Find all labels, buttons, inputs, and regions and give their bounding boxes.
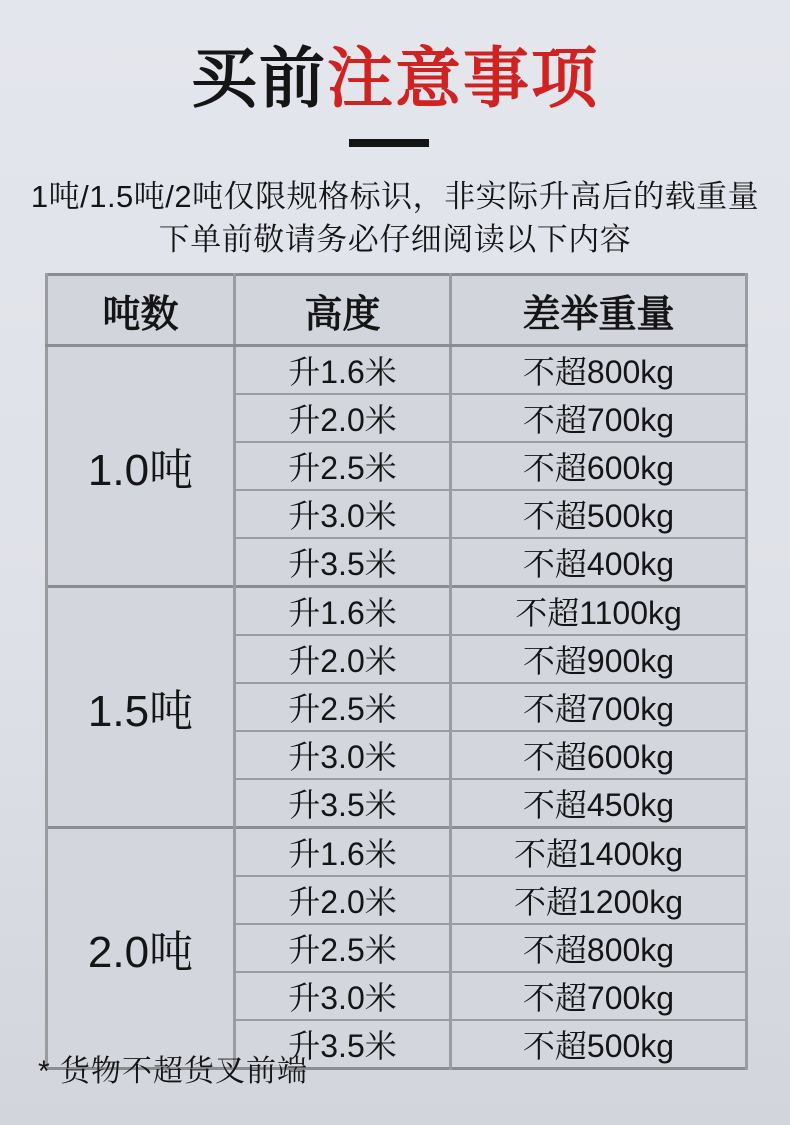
table-row [47,346,747,395]
height-cell: 升3.0米 [235,972,451,1020]
capacity-cell: 不超450kg [451,779,747,828]
capacity-cell: 不超400kg [451,538,747,587]
table-header-row [47,275,747,346]
title-prefix: 买前 [191,41,327,115]
title-underline [349,139,429,147]
capacity-cell: 不超900kg [451,635,747,683]
capacity-cell: 不超700kg [451,683,747,731]
height-cell: 升2.5米 [235,924,451,972]
capacity-cell: 不超600kg [451,731,747,779]
capacity-cell: 不超500kg [451,490,747,538]
capacity-cell: 不超700kg [451,972,747,1020]
title-highlight: 注意事项 [327,41,599,115]
tonnage-cell: 1.0吨 [47,346,235,587]
capacity-cell: 不超700kg [451,394,747,442]
height-cell: 升2.5米 [235,683,451,731]
height-cell: 升2.0米 [235,635,451,683]
height-cell: 升3.5米 [235,1020,451,1069]
height-cell: 升2.5米 [235,442,451,490]
height-cell: 升1.6米 [235,828,451,877]
capacity-cell: 不超500kg [451,1020,747,1069]
subtitle-line-2: 下单前敬请务必仔细阅读以下内容 [158,222,632,257]
subtitle-line-1: 1吨/1.5吨/2吨仅限规格标识，非实际升高后的载重量 [30,179,760,214]
height-cell: 升3.5米 [235,779,451,828]
table-row [47,828,747,877]
capacity-cell: 不超1400kg [451,828,747,877]
tonnage-cell: 2.0吨 [47,828,235,1069]
table-row [47,587,747,636]
height-cell: 升3.5米 [235,538,451,587]
height-cell: 升1.6米 [235,346,451,395]
height-cell: 升2.0米 [235,876,451,924]
page-title [0,36,790,122]
capacity-cell: 不超1100kg [451,587,747,636]
capacity-spec-table [45,273,748,1070]
footnote: * 货物不超货叉前端 [38,1055,309,1088]
height-cell: 升3.0米 [235,731,451,779]
height-cell: 升3.0米 [235,490,451,538]
height-cell: 升1.6米 [235,587,451,636]
capacity-cell: 不超800kg [451,346,747,395]
col-header-tonnage: 吨数 [47,275,235,346]
capacity-cell: 不超800kg [451,924,747,972]
capacity-cell: 不超1200kg [451,876,747,924]
capacity-cell: 不超600kg [451,442,747,490]
col-header-height: 高度 [235,275,451,346]
tonnage-cell: 1.5吨 [47,587,235,828]
height-cell: 升2.0米 [235,394,451,442]
col-header-lift-capacity: 差举重量 [451,275,747,346]
